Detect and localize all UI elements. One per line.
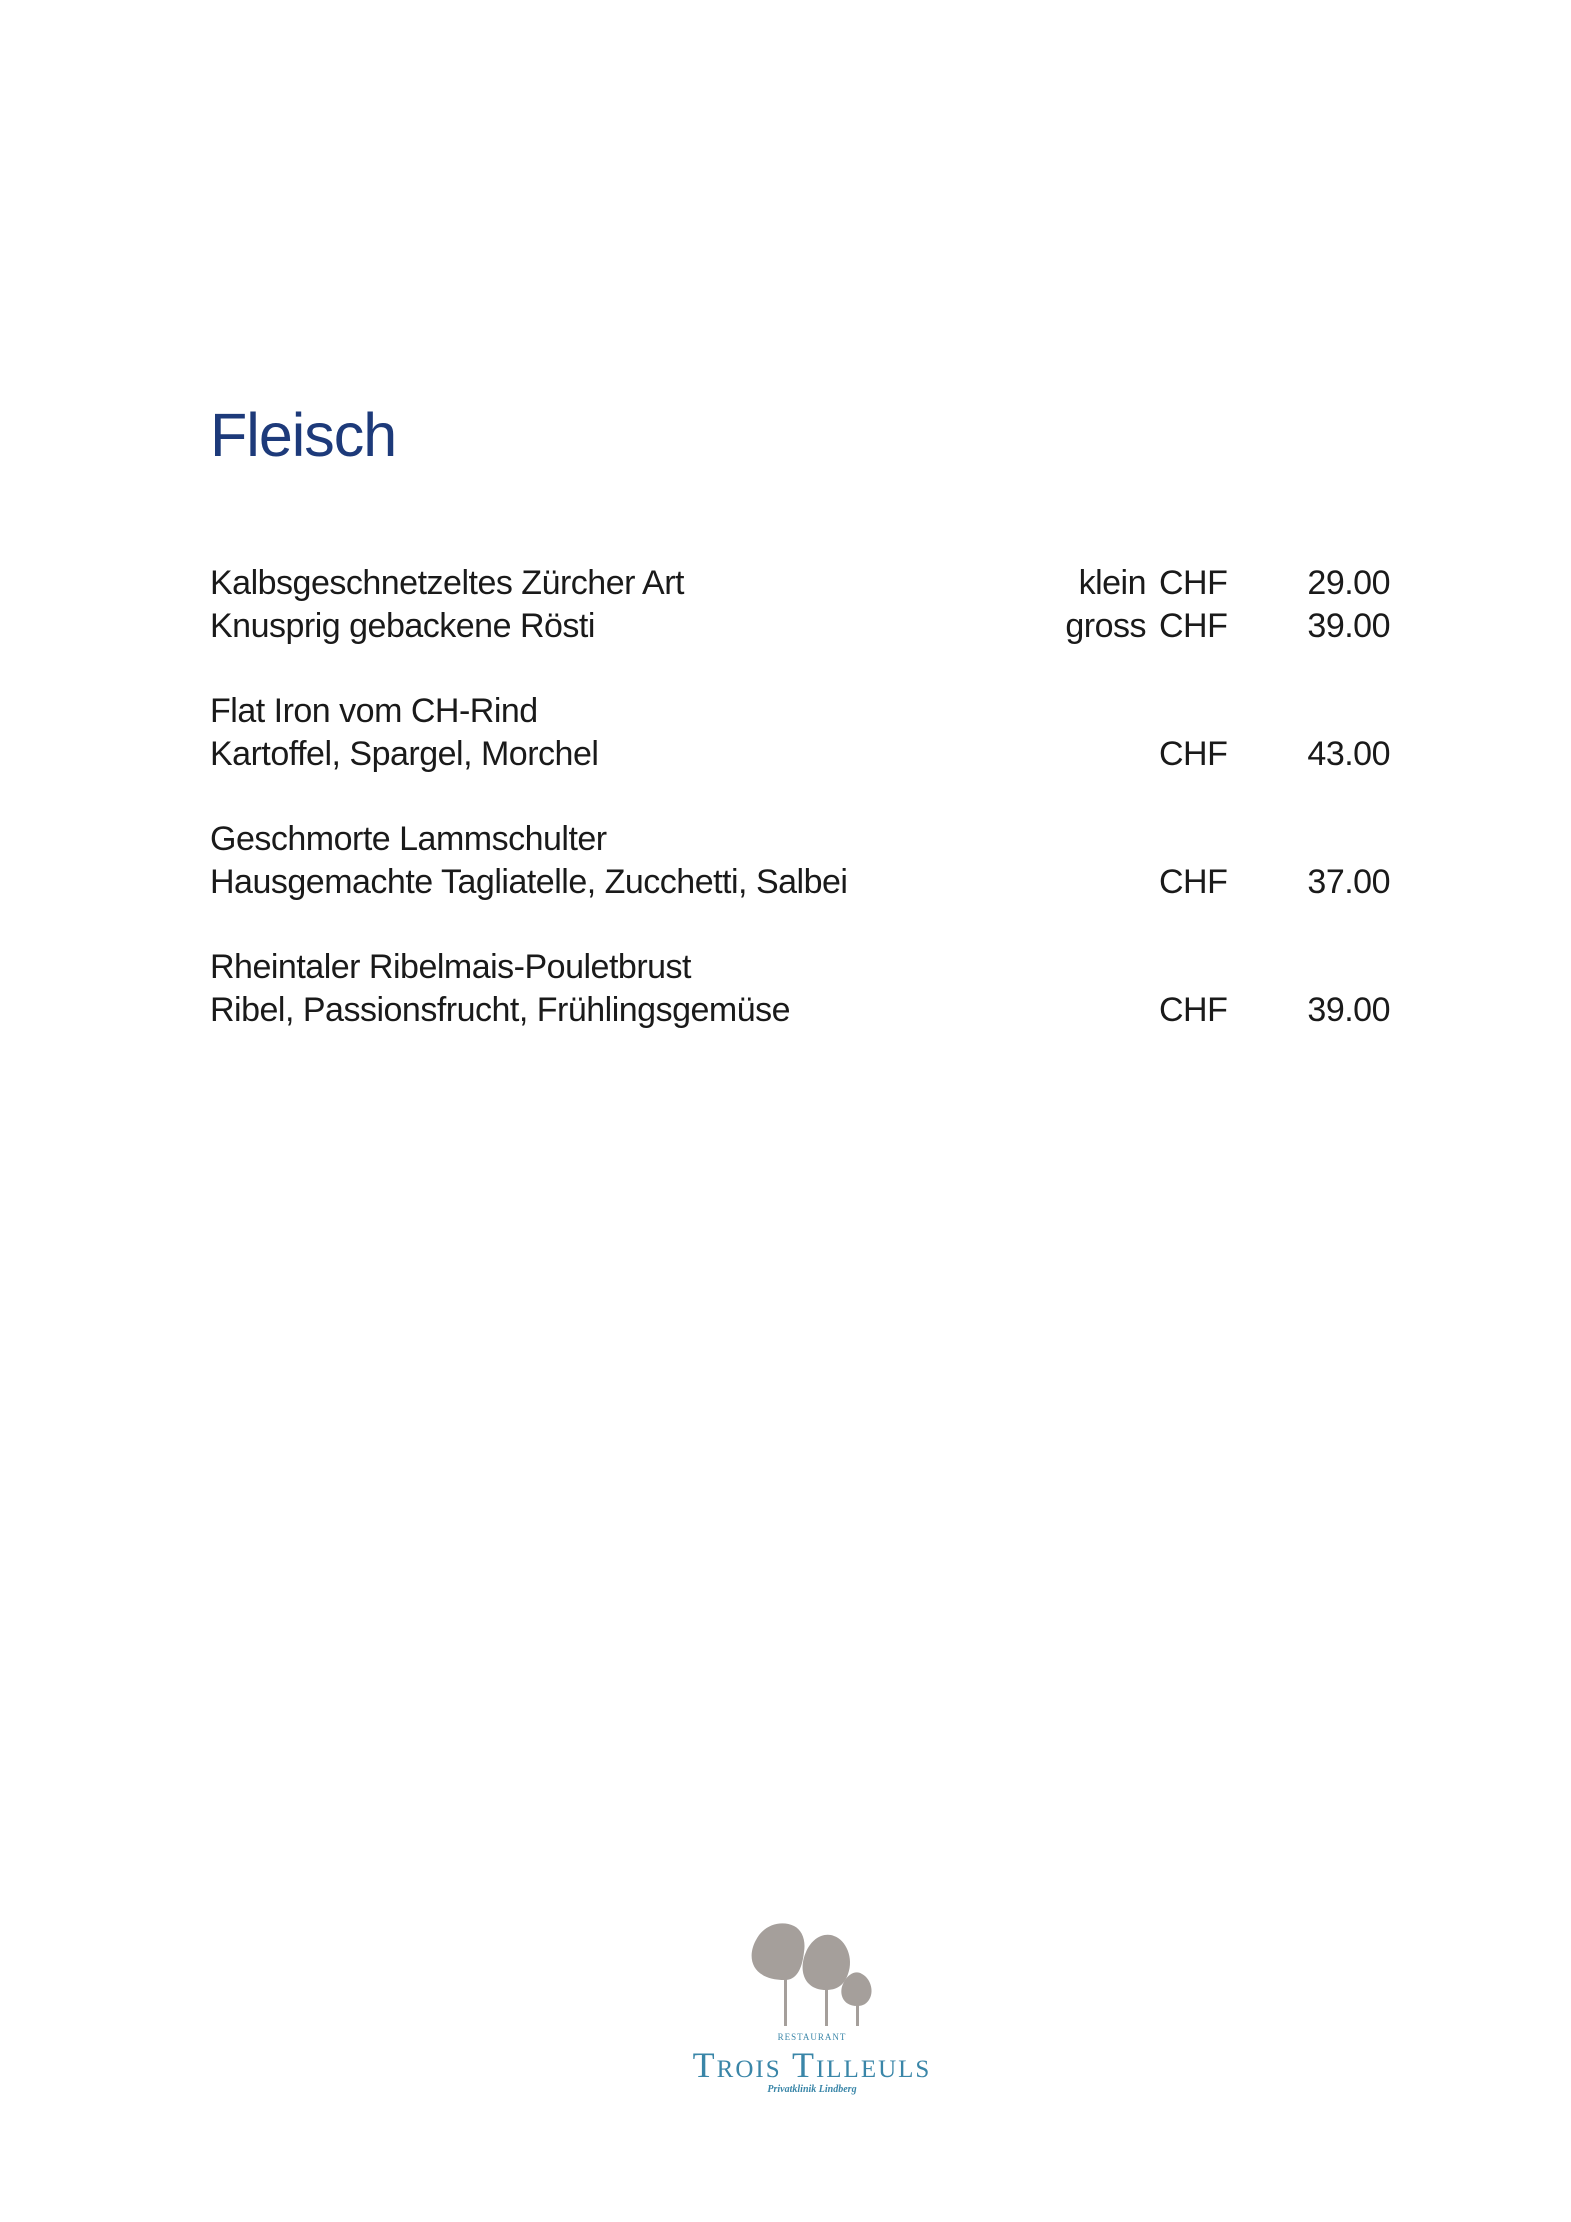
logo-brand-name: Trois Tilleuls	[692, 2045, 932, 2085]
tree-crown	[752, 1923, 805, 1980]
price: 37.00	[1307, 863, 1390, 901]
menu-item	[210, 690, 1390, 776]
currency: CHF	[1159, 863, 1228, 901]
price: 39.00	[1307, 607, 1390, 645]
trees-icon	[742, 1918, 882, 2033]
menu-item	[210, 818, 1390, 904]
dish-name: Geschmorte Lammschulter	[210, 820, 607, 858]
tree-trunk	[825, 1988, 828, 2026]
menu-line	[210, 605, 1390, 648]
tree-trunk	[856, 2004, 859, 2026]
dish-name: Rheintaler Ribelmais-Pouletbrust	[210, 948, 692, 986]
menu-item	[210, 946, 1390, 1032]
portion-size: gross	[1065, 607, 1146, 645]
dish-description: Kartoffel, Spargel, Morchel	[210, 735, 599, 773]
dish-name: Flat Iron vom CH-Rind	[210, 692, 538, 730]
tree-trunk	[784, 1978, 787, 2026]
menu-line	[210, 989, 1390, 1032]
logo-subtitle: Privatklinik Lindberg	[767, 2084, 857, 2095]
price: 29.00	[1307, 564, 1390, 602]
currency: CHF	[1159, 607, 1228, 645]
currency: CHF	[1159, 735, 1228, 773]
menu-line	[210, 733, 1390, 776]
tree-crown	[803, 1935, 850, 1990]
portion-size: klein	[1078, 564, 1146, 602]
menu-line	[210, 861, 1390, 904]
menu-item	[210, 562, 1390, 648]
restaurant-logo	[662, 1918, 962, 2098]
price: 39.00	[1307, 991, 1390, 1029]
menu-line	[210, 946, 1390, 989]
dish-text: Knusprig gebackene Rösti	[210, 607, 595, 645]
logo-small-label: RESTAURANT	[777, 2032, 847, 2042]
menu-list	[210, 562, 1390, 1074]
page-title: Fleisch	[210, 401, 397, 469]
dish-text: Kalbsgeschnetzeltes Zürcher Art	[210, 564, 684, 602]
menu-line	[210, 818, 1390, 861]
dish-description: Ribel, Passionsfrucht, Frühlingsgemüse	[210, 991, 791, 1029]
currency: CHF	[1159, 991, 1228, 1029]
price: 43.00	[1307, 735, 1390, 773]
dish-description: Hausgemachte Tagliatelle, Zucchetti, Salbei	[210, 863, 848, 901]
currency: CHF	[1159, 564, 1228, 602]
menu-line	[210, 690, 1390, 733]
menu-line	[210, 562, 1390, 605]
